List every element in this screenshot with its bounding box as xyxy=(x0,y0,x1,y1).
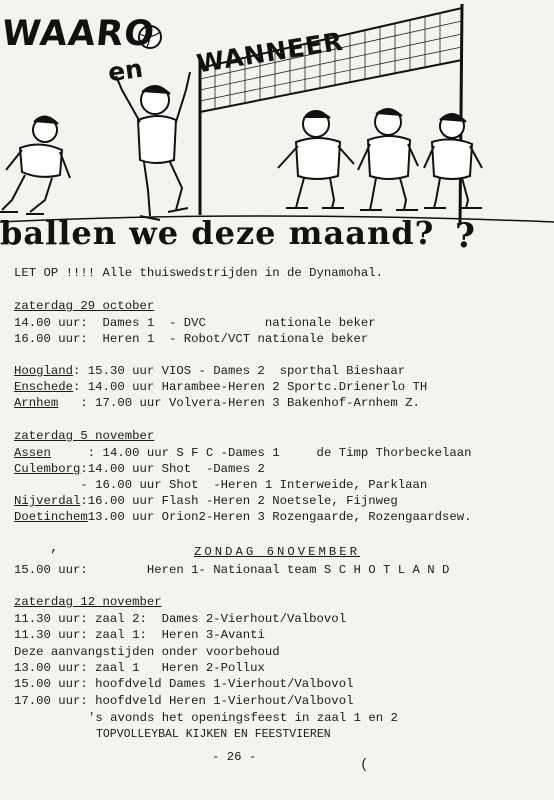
closing-line: 's avonds het openingsfeest in zaal 1 en 2 xyxy=(88,711,398,725)
schedule-line: 17.00 uur: hoofdveld Heren 1-Vierhout/Valbovol xyxy=(14,694,354,708)
schedule-line: 13.00 uur: zaal 1 Heren 2-Pollux xyxy=(14,661,265,675)
header-word-en: en xyxy=(106,53,145,88)
away-match-line xyxy=(14,462,265,477)
schedule-line: 11.30 uur: zaal 1: Heren 3-Avanti xyxy=(14,628,265,642)
away-match-line xyxy=(14,510,472,525)
venue-name: Arnhem xyxy=(14,396,59,410)
date-heading-29-october: zaterdag 29 october xyxy=(14,299,155,313)
away-match-line xyxy=(14,364,405,379)
away-match-line xyxy=(14,446,472,461)
schedule-line: 15.00 uur: hoofdveld Dames 1-Vierhout/Valbovol xyxy=(14,677,354,691)
venue-name: Nijverdal xyxy=(14,494,81,508)
away-match-detail: - 16.00 uur Shot -Heren 1 Interweide, Parklaan xyxy=(14,478,428,492)
schedule-line: 15.00 uur: Heren 1- Nationaal team S C H O T L A N D xyxy=(14,563,450,577)
stray-mark: ( xyxy=(360,757,369,773)
schedule-line: 16.00 uur: Heren 1 - Robot/VCT nationale beker xyxy=(14,332,369,346)
away-match-line xyxy=(14,396,420,411)
header-word-wanneer: WANNEER xyxy=(194,26,346,79)
venue-name: Hoogland xyxy=(14,364,74,378)
closing-line: TOPVOLLEYBAL KIJKEN EN FEESTVIEREN xyxy=(96,728,331,741)
header-slogan: ballen we deze maand? xyxy=(0,214,435,252)
stray-mark: , xyxy=(50,540,59,556)
venue-name: Doetinchem xyxy=(14,510,88,524)
away-match-detail: 13.00 uur Orion2-Heren 3 Rozengaarde, Rozengaardsew. xyxy=(87,510,472,524)
away-match-line xyxy=(14,478,427,493)
svg-text:?: ? xyxy=(455,216,475,256)
away-match-line xyxy=(14,494,398,509)
venue-name: Culemborg xyxy=(14,462,81,476)
schedule-line: 14.00 uur: Dames 1 - DVC nationale beker xyxy=(14,316,376,330)
away-match-detail: : 17.00 uur Volvera-Heren 3 Bakenhof-Arnhem Z. xyxy=(58,396,420,410)
date-heading-6-november: ZONDAG 6NOVEMBER xyxy=(193,545,361,559)
away-match-line xyxy=(14,380,427,395)
away-match-detail: :14.00 uur Shot -Dames 2 xyxy=(80,462,265,476)
header-word-waar: WAARO xyxy=(0,14,158,54)
date-heading-12-november: zaterdag 12 november xyxy=(14,595,162,609)
schedule-note: Deze aanvangstijden onder voorbehoud xyxy=(14,645,280,659)
schedule-line: 11.30 uur: zaal 2: Dames 2-Vierhout/Valbovol xyxy=(14,612,347,626)
page-number: - 26 - xyxy=(212,750,257,764)
away-match-detail: :16.00 uur Flash -Heren 2 Noetsele, Fijnweg xyxy=(80,494,398,508)
away-match-detail: : 14.00 uur S F C -Dames 1 de Timp Thorbeckelaan xyxy=(50,446,472,460)
away-match-detail: : 14.00 uur Harambee-Heren 2 Sportc.Drienerlo TH xyxy=(73,380,428,394)
cartoon-header xyxy=(0,0,554,258)
away-match-detail: : 15.30 uur VIOS - Dames 2 sporthal Bieshaar xyxy=(73,364,406,378)
notice-line: LET OP !!!! Alle thuiswedstrijden in de Dynamohal. xyxy=(14,266,383,280)
venue-name: Enschede xyxy=(14,380,74,394)
venue-name: Assen xyxy=(14,446,51,460)
date-heading-5-november: zaterdag 5 november xyxy=(14,429,155,443)
